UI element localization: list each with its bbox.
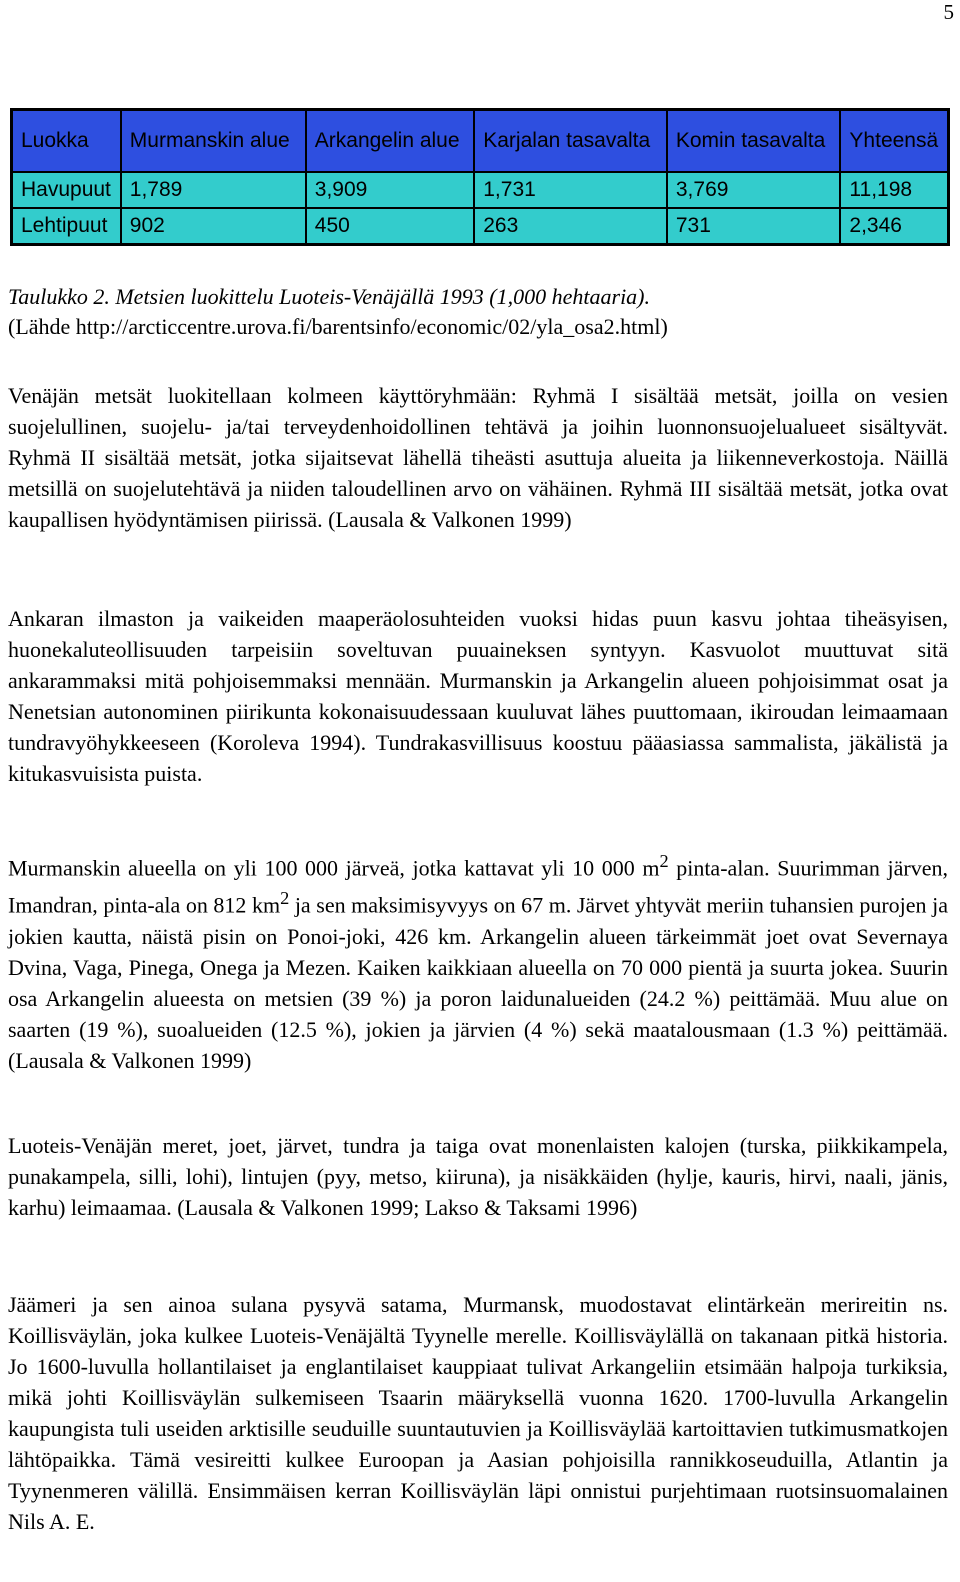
- table-header-cell: Komin tasavalta: [667, 110, 841, 173]
- table-row: [12, 172, 949, 208]
- table-header-cell: Murmanskin alue: [121, 110, 306, 173]
- table-header-cell: Arkangelin alue: [306, 110, 474, 173]
- table-cell: 731: [667, 208, 841, 245]
- table-cell: 3,769: [667, 172, 841, 208]
- table-caption: [8, 282, 948, 342]
- table-cell: 450: [306, 208, 474, 245]
- paragraph-climate: Ankaran ilmaston ja vaikeiden maaperäolosuhteiden vuoksi hidas puun kasvu johtaa tiheäsyisen, huonekaluteollisuuden tarpeisiin soveltuvan puuaineksen syntyyn. Kasvuolot muuttuvat sitä ankarammaksi mitä pohjoisemmaksi mennään. Murmanskin ja Arkangelin alueen pohjoisimmat osat ja Nenetsian autonominen piirikunta kokonaisuudessaan kuuluvat lähes puuttomaan, ikiroudan leimaamaan tundravyöhykkeeseen (Koroleva 1994). Tundrakasvillisuus koostuu pääasiassa sammalista, jäkälistä ja kitukasvuisista puista.: [8, 606, 948, 786]
- table-cell: 1,731: [474, 172, 667, 208]
- caption-source: (Lähde http://arcticcentre.urova.fi/barentsinfo/economic/02/yla_osa2.html): [8, 314, 668, 339]
- table-cell: 902: [121, 208, 306, 245]
- superscript: 2: [659, 851, 669, 871]
- table-cell: 2,346: [840, 208, 948, 245]
- table-cell: Havupuut: [12, 172, 121, 208]
- superscript: 2: [280, 888, 290, 909]
- table-cell: 263: [474, 208, 667, 245]
- page-number: 5: [943, 0, 954, 24]
- paragraph-forest-groups: Venäjän metsät luokitellaan kolmeen käyttöryhmään: Ryhmä I sisältää metsät, joilla on vesien suojelullinen, suojelu- ja/tai terveydenhoidollinen tehtävä ja joihin luonnonsuojelualueet sisältyvät. Ryhmä II sisältää metsät, jotka sijaitsevat lähellä tiheästi asuttuja alueita ja liikenneverkostoja. Näillä metsillä on suojelutehtävä ja niiden taloudellinen arvo on vähäinen. Ryhmä III sisältää metsät, jotka ovat kaupallisen hyödyntämisen piirissä. (Lausala & Valkonen 1999): [8, 383, 948, 532]
- table-header-cell: Karjalan tasavalta: [474, 110, 667, 173]
- table-cell: 1,789: [121, 172, 306, 208]
- paragraph-fauna: Luoteis-Venäjän meret, joet, järvet, tundra ja taiga ovat monenlaisten kalojen (turska, piikkikampela, punakampela, silli, lohi), lintujen (pyy, metso, kiiruna), ja nisäkkäiden (hylje, kauris, hirvi, naali, jänis, karhu) leimaamaa. (Lausala & Valkonen 1999; Lakso & Taksami 1996): [8, 1133, 948, 1220]
- paragraph-text: pinta-alan. Suurimman järven, Imandran, pinta-ala on 812 km: [8, 855, 948, 918]
- paragraph-text: ja sen maksimisyvyys on 67 m. Järvet yhtyvät meriin tuhansien purojen ja jokien kautta, näistä pisin on Ponoi-joki, 426 km. Arkangelin alueen tärkeimmät joet ovat Severnaya Dvina, Vaga, Pinega, Onega ja Mezen. Kaiken kaikkiaan alueella on 70 000 pientä ja suurta jokea. Suurin osa Arkangelin alueesta on metsien (39 %) ja poron laidunalueiden (24.2 %) peittämää. Muu alue on saarten (19 %), suoalueiden (12.5 %), jokien ja järvien (4 %) sekä maatalousmaan (1.3 %) peittämää. (Lausala & Valkonen 1999): [8, 892, 948, 1073]
- table-header-cell: Luokka: [12, 110, 121, 173]
- table-header-row: [12, 110, 949, 173]
- table-cell: Lehtipuut: [12, 208, 121, 245]
- table-cell: 11,198: [840, 172, 948, 208]
- paragraph-lakes-rivers: [8, 846, 948, 1076]
- paragraph-northeast-passage: Jäämeri ja sen ainoa sulana pysyvä satama, Murmansk, muodostavat elintärkeän merireitin ns. Koillisväylän, joka kulkee Luoteis-Venäjältä Tyynelle merelle. Koillisväylällä on takanaan pitkä historia. Jo 1600-luvulla hollantilaiset ja englantilaiset kauppiaat tulivat Arkangeliin etsimään halpoja turkiksia, mikä johti Koillisväylän sulkemiseen Tsaarin määryksellä vuonna 1620. 1700-luvulla Arkangelin kaupungista tuli useiden arktisille seuduille suuntautuvien ja Koillisväylää kartoittavien tutkimusmatkojen lähtöpaikka. Tämä vesireitti kulkee Euroopan ja Aasian pohjoisilla rannikkoseuduilla, Atlantin ja Tyynenmeren välillä. Ensimmäisen kerran Koillisväylän läpi onnistui purjehtimaan ruotsinsuomalainen Nils A. E.: [8, 1292, 948, 1534]
- forest-classification-table: [10, 108, 950, 246]
- table-row: [12, 208, 949, 245]
- caption-title: Taulukko 2. Metsien luokittelu Luoteis-Venäjällä 1993 (1,000 hehtaaria).: [8, 284, 651, 309]
- table-header-cell: Yhteensä: [840, 110, 948, 173]
- table-cell: 3,909: [306, 172, 474, 208]
- paragraph-text: Murmanskin alueella on yli 100 000 järveä, jotka kattavat yli 10 000 m: [8, 855, 660, 881]
